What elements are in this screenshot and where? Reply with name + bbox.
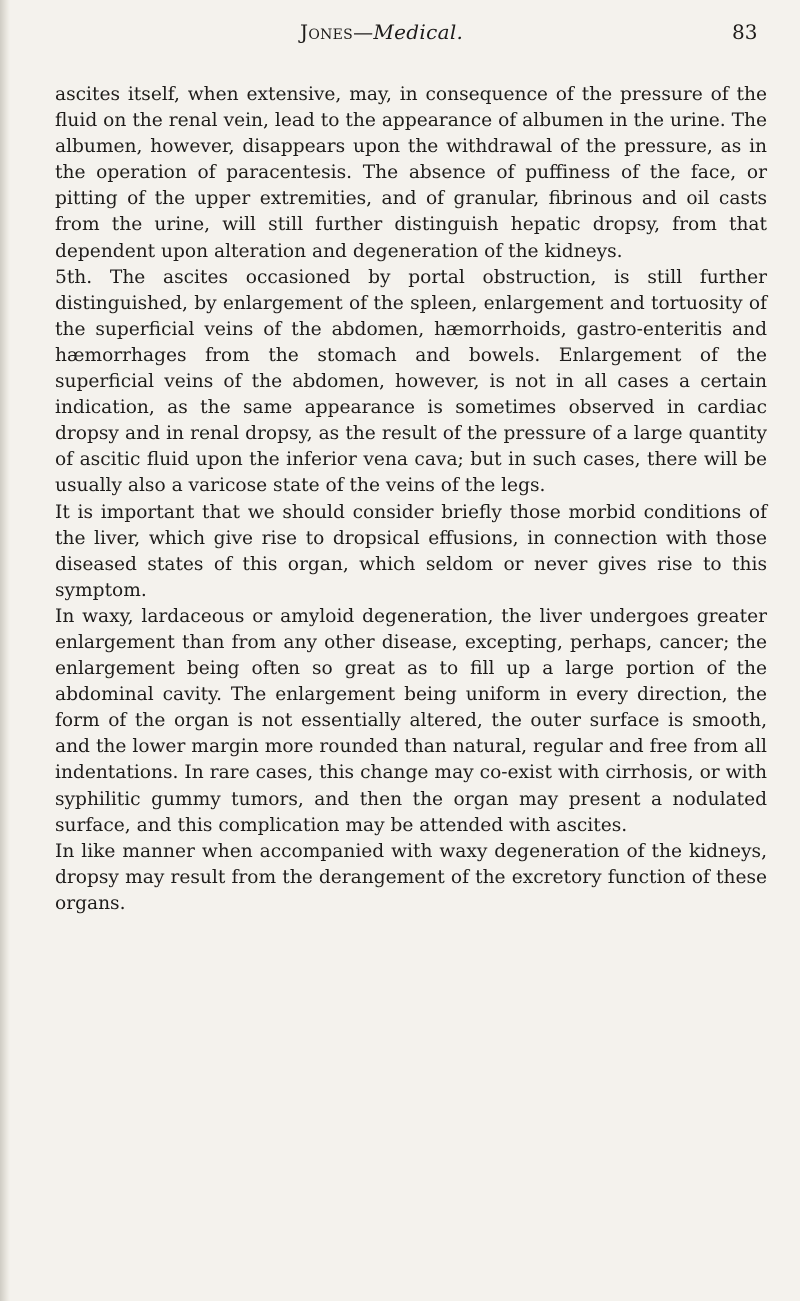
paragraph-4: In waxy, lardaceous or amyloid degeneration, the liver undergoes greater enlargement than from any other disease, excepting, perhaps, cancer; the enlargement being often so great as to fill up a large portion of the abdominal cavity. The enlargement being uniform in every direction, the form of the organ is not essentially altered, the outer surface is smooth, and the lower margin more rounded than natural, regular and free from all indentations. In rare cases, this change may co-exist with cirrhosis, or with syphilitic gummy tumors, and then the organ may present a nodulated surface, and this complication may be attended with ascites. xyxy=(55,605,767,836)
running-title-section: Medical. xyxy=(373,20,464,44)
body-text xyxy=(55,82,767,917)
paragraph-1: ascites itself, when extensive, may, in consequence of the pressure of the fluid on the renal vein, lead to the appearance of albumen in the urine. The albumen, however, disappears upon the withdrawal of the pressure, as in the operation of paracentesis. The absence of puffiness of the face, or pitting of the upper extremities, and of granular, fibrinous and oil casts from the urine, will still further distinguish hepatic dropsy, from that dependent upon alteration and degeneration of the kidneys. xyxy=(55,84,767,262)
paragraph-5: In like manner when accompanied with waxy degeneration of the kidneys, dropsy may result from the derangement of the excretory function of these organs. xyxy=(55,840,767,914)
running-head xyxy=(0,20,800,50)
paragraph-2: 5th. The ascites occasioned by portal obstruction, is still further distinguished, by enlargement of the spleen, enlargement and tortuosity of the superficial veins of the abdomen, hæmorrhoids, gastro-enteritis and hæmorrhages from the stomach and bowels. Enlargement of the superficial veins of the abdomen, however, is not in all cases a certain indication, as the same appearance is sometimes observed in cardiac dropsy and in renal dropsy, as the result of the pressure of a large quantity of ascitic fluid upon the inferior vena cava; but in such cases, there will be usually also a varicose state of the veins of the legs. xyxy=(55,266,767,497)
running-title-separator: — xyxy=(353,20,374,44)
running-title-author: Jones xyxy=(300,20,354,44)
spine-shadow xyxy=(0,0,10,1301)
paragraph-3: It is important that we should consider briefly those morbid conditions of the liver, which give rise to dropsical effusions, in connection with those diseased states of this organ, which seldom or never gives rise to this symptom. xyxy=(55,501,767,601)
page-number: 83 xyxy=(732,20,758,44)
running-title xyxy=(300,20,463,44)
